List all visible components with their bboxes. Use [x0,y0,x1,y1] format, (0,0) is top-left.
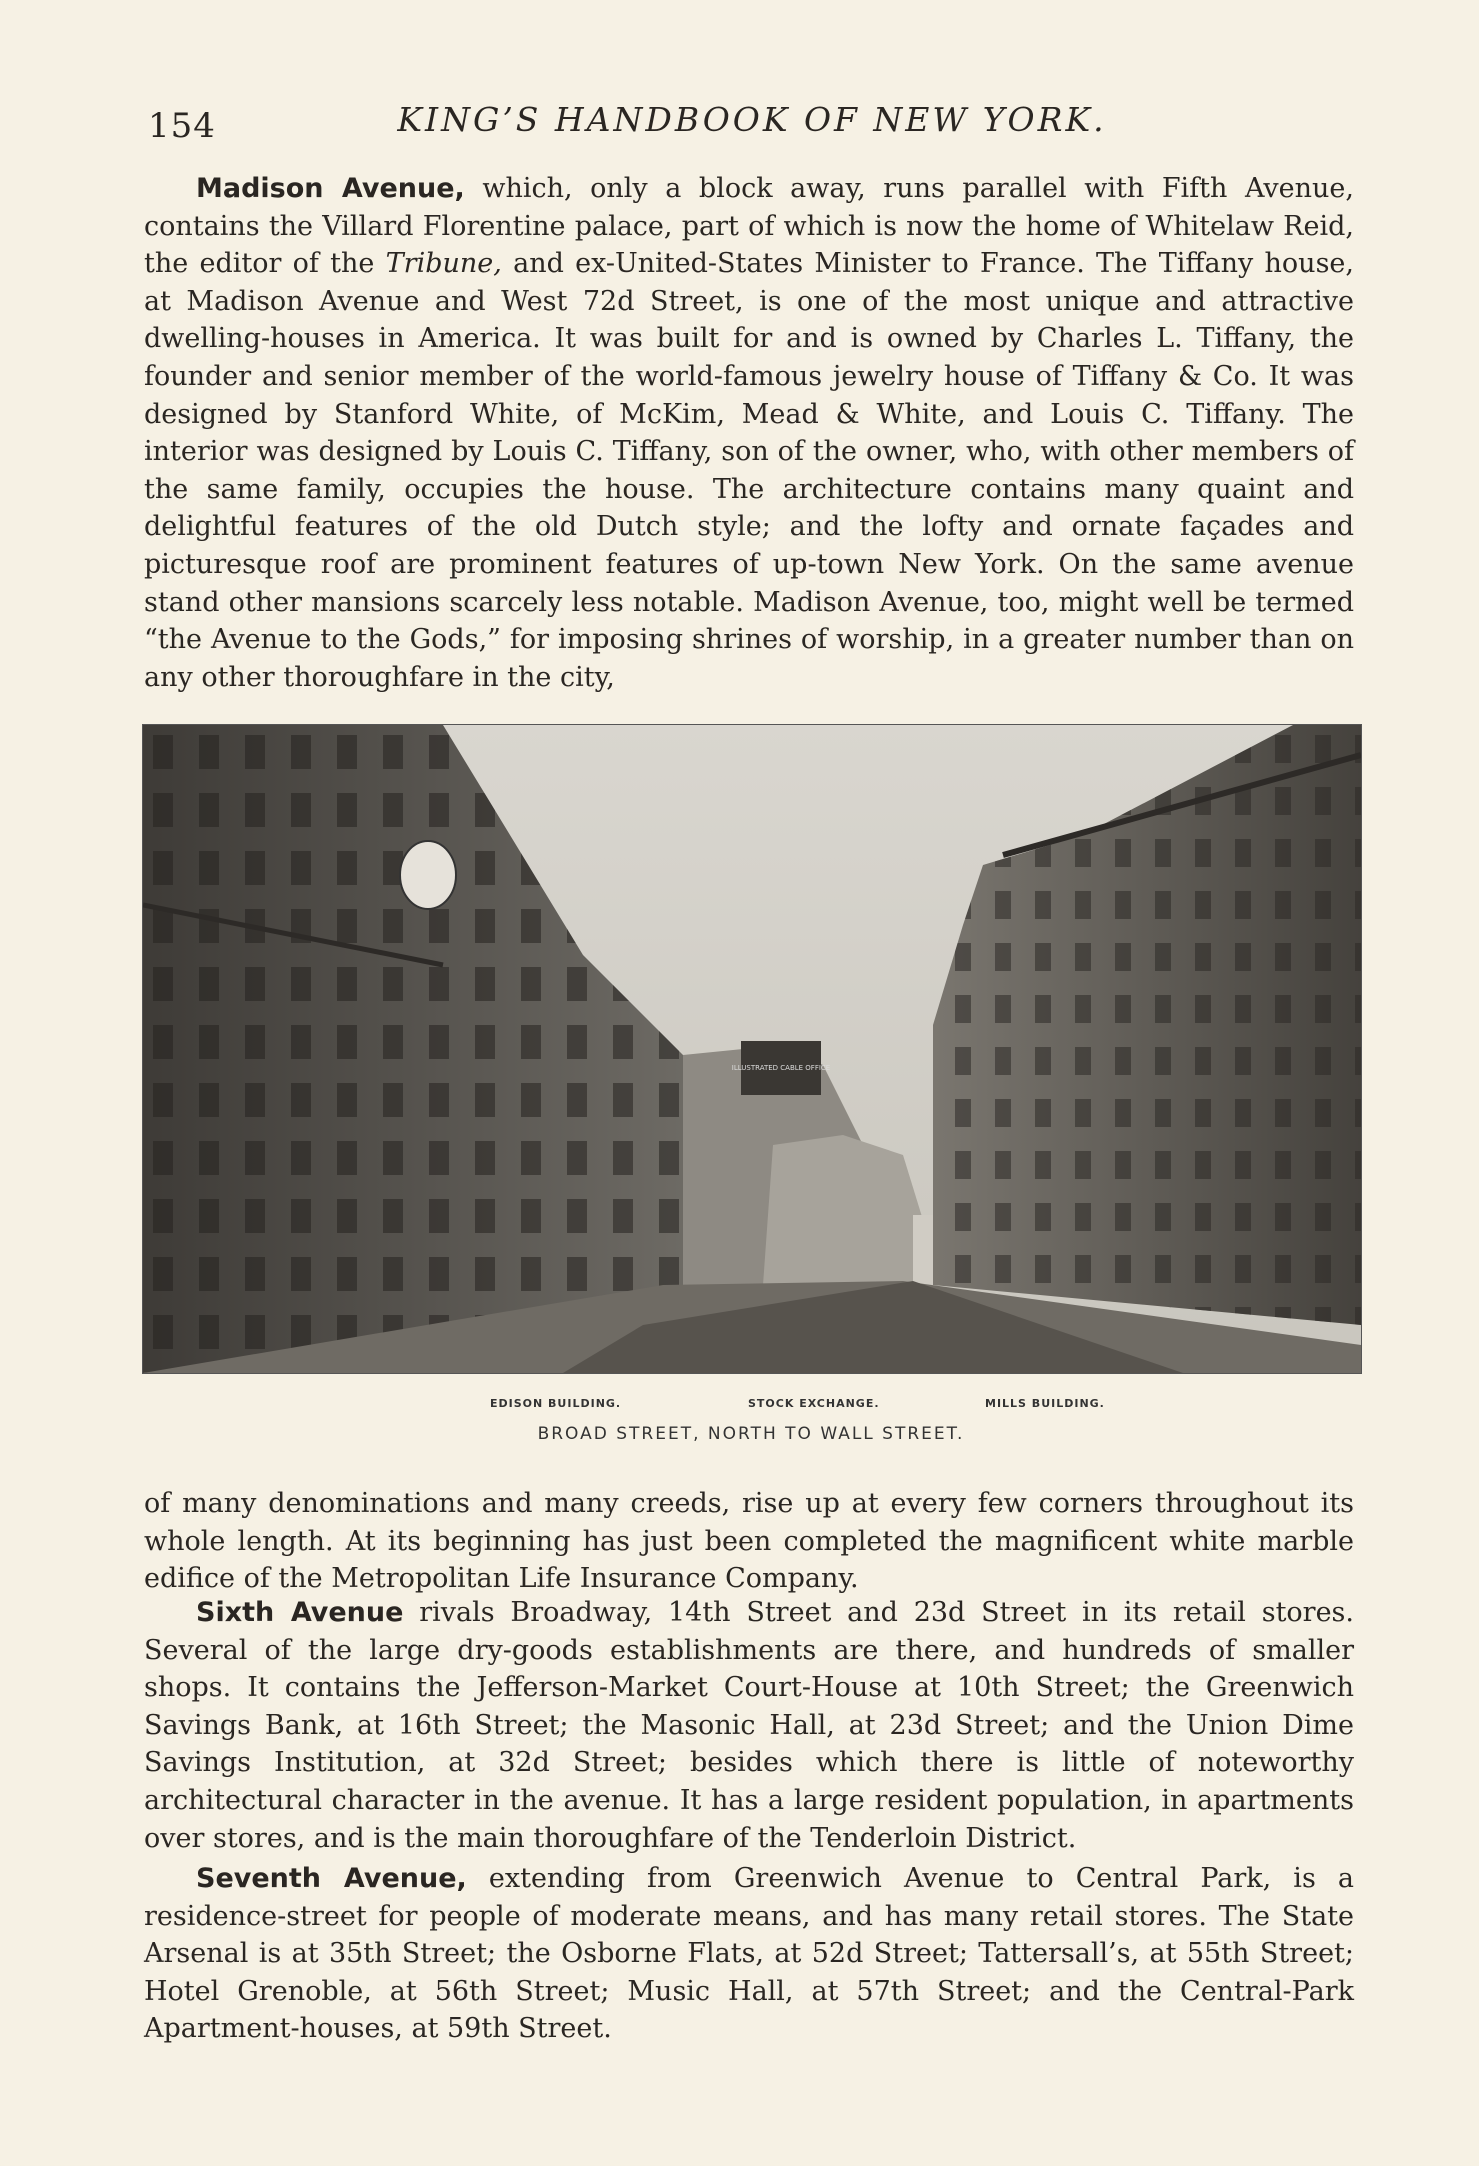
street-scene-illustration [143,725,1361,1373]
madison-avenue-heading: Madison Avenue, [196,173,465,204]
page-number: 154 [148,106,216,146]
distant-sign-text: ILLUSTRATED CABLE OFFICE [731,1064,831,1072]
label-mills-building: MILLS BUILDING. [985,1397,1105,1410]
paragraph-continuation: of many denominations and many creeds, rise up at every few corners throughout its whole length. At its beginning has just been completed the magnificent white marble edifice of the Metropolitan Life Insurance Company. [144,1488,1354,1595]
paragraph-madison-avenue [144,170,1354,696]
figure-building-labels [490,1397,1110,1415]
seventh-avenue-heading: Seventh Avenue, [196,1863,467,1894]
madison-text-1: which, only a block away, runs parallel with Fifth Avenue, contains the Villard Florentine palace, part of which is now the home of Whitelaw Reid, the editor of the [144,173,1354,280]
paragraph-seventh-avenue [144,1860,1354,2048]
label-edison-building: EDISON BUILDING. [490,1397,622,1410]
figure-caption: BROAD STREET, NORTH TO WALL STREET. [537,1424,965,1444]
tribune-title: Tribune, [385,248,502,280]
madison-text-2: and ex-United-States Minister to France. The Tiffany house, at Madison Avenue and West 72d Street, is one of the most unique and attractive dwelling-houses in America. It was built for and is owned by Charles L. Tiffany, the founder and senior member of the world-famous jewelry house of Tiffany & Co. It was designed by Stanford White, of McKim, Mead & White, and Louis C. Tiffany. The interior was designed by Louis C. Tiffany, son of the owner, who, with other members of the same family, occupies the house. The architecture contains many quaint and delightful features of the old Dutch style; and the lofty and ornate façades and picturesque roof are prominent features of up-town New York. On the same avenue stand other mansions scarcely less notable. Madison Avenue, too, might well be termed “the Avenue to the Gods,” for imposing shrines of worship, in a greater number than on any other thoroughfare in the city, [144,248,1354,693]
broad-street-photograph [142,724,1362,1374]
paragraph-sixth-avenue [144,1594,1354,1857]
label-stock-exchange: STOCK EXCHANGE. [748,1397,880,1410]
page-header [148,100,1356,150]
sixth-avenue-heading: Sixth Avenue [196,1597,404,1628]
sixth-avenue-text: rivals Broadway, 14th Street and 23d Street in its retail stores. Several of the large dry-goods establishments are there, and hundreds of smaller shops. It contains the Jefferson-Market Court-House at 10th Street; the Greenwich Savings Bank, at 16th Street; the Masonic Hall, at 23d Street; and the Union Dime Savings Institution, at 32d Street; besides which there is little of noteworthy architectural character in the avenue. It has a large resident population, in apartments over stores, and is the main thoroughfare of the Tenderloin District. [144,1597,1355,1854]
running-head: KING’S HANDBOOK OF NEW YORK. [397,100,1107,139]
seventh-avenue-text: extending from Greenwich Avenue to Central Park, is a residence-street for people of moderate means, and has many retail stores. The State Arsenal is at 35th Street; the Osborne Flats, at 52d Street; Tattersall’s, at 55th Street; Hotel Grenoble, at 56th Street; Music Hall, at 57th Street; and the Central-Park Apartment-houses, at 59th Street. [144,1863,1354,2045]
